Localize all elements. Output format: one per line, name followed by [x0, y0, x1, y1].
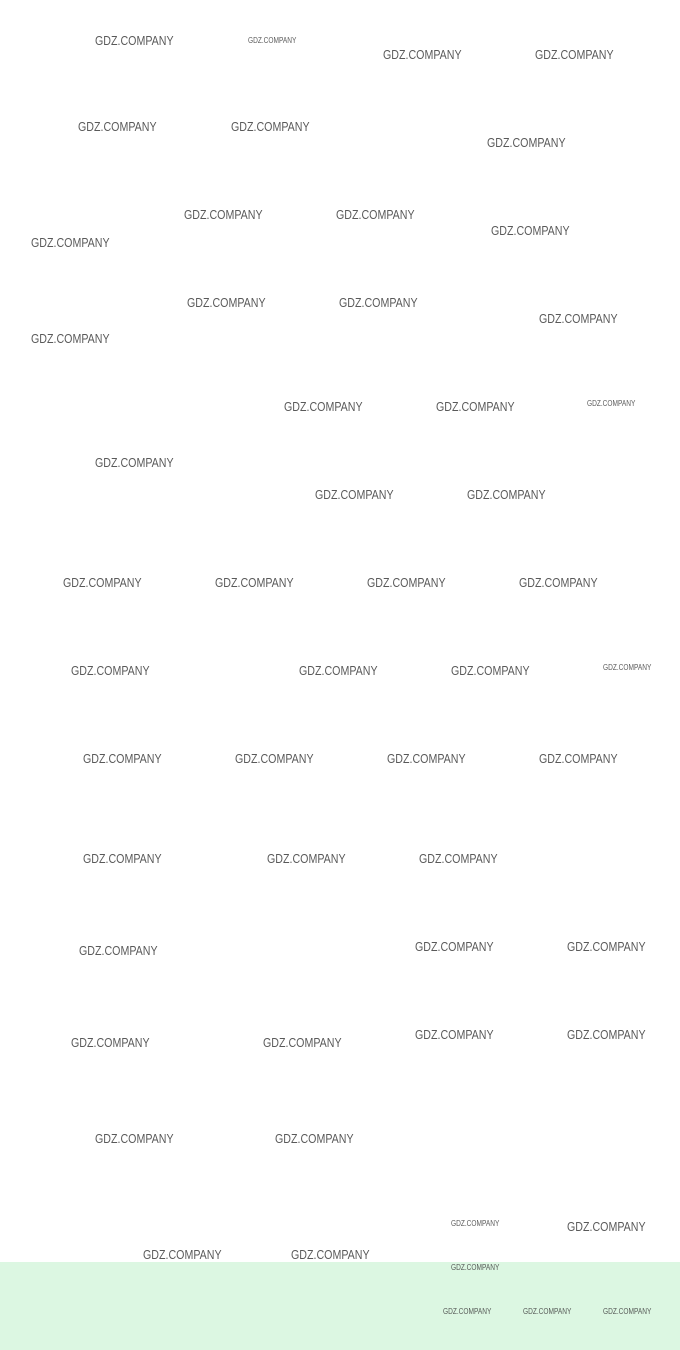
watermark: GDZ.COMPANY: [467, 487, 546, 502]
watermark: GDZ.COMPANY: [299, 663, 378, 678]
watermark: GDZ.COMPANY: [95, 1131, 174, 1146]
watermark: GDZ.COMPANY: [143, 1247, 222, 1262]
watermark: GDZ.COMPANY: [215, 575, 294, 590]
watermark: GDZ.COMPANY: [415, 939, 494, 954]
watermark: GDZ.COMPANY: [443, 1307, 492, 1316]
watermark: GDZ.COMPANY: [31, 235, 110, 250]
watermark: GDZ.COMPANY: [83, 751, 162, 766]
watermark: GDZ.COMPANY: [567, 1027, 646, 1042]
watermark: GDZ.COMPANY: [487, 135, 566, 150]
watermark: GDZ.COMPANY: [184, 207, 263, 222]
watermark: GDZ.COMPANY: [367, 575, 446, 590]
watermark: GDZ.COMPANY: [248, 36, 297, 45]
watermark: GDZ.COMPANY: [284, 399, 363, 414]
watermark: GDZ.COMPANY: [339, 295, 418, 310]
watermark: GDZ.COMPANY: [603, 663, 652, 672]
watermark: GDZ.COMPANY: [83, 851, 162, 866]
watermark: GDZ.COMPANY: [31, 331, 110, 346]
watermark: GDZ.COMPANY: [419, 851, 498, 866]
watermark: GDZ.COMPANY: [63, 575, 142, 590]
watermark: GDZ.COMPANY: [235, 751, 314, 766]
watermark: GDZ.COMPANY: [535, 47, 614, 62]
watermark: GDZ.COMPANY: [383, 47, 462, 62]
watermark: GDZ.COMPANY: [275, 1131, 354, 1146]
watermark: GDZ.COMPANY: [187, 295, 266, 310]
watermark: GDZ.COMPANY: [567, 1219, 646, 1234]
watermark: GDZ.COMPANY: [336, 207, 415, 222]
watermark: GDZ.COMPANY: [291, 1247, 370, 1262]
watermark: GDZ.COMPANY: [79, 943, 158, 958]
watermark: GDZ.COMPANY: [95, 455, 174, 470]
watermark: GDZ.COMPANY: [523, 1307, 572, 1316]
watermark: GDZ.COMPANY: [567, 939, 646, 954]
watermark: GDZ.COMPANY: [587, 399, 636, 408]
watermark: GDZ.COMPANY: [387, 751, 466, 766]
watermark: GDZ.COMPANY: [71, 663, 150, 678]
watermark: GDZ.COMPANY: [603, 1307, 652, 1316]
watermark: GDZ.COMPANY: [267, 851, 346, 866]
answer-block: [0, 1262, 680, 1350]
watermark: GDZ.COMPANY: [539, 751, 618, 766]
watermark: GDZ.COMPANY: [95, 33, 174, 48]
watermark: GDZ.COMPANY: [451, 663, 530, 678]
watermark: GDZ.COMPANY: [451, 1263, 500, 1272]
watermark: GDZ.COMPANY: [71, 1035, 150, 1050]
watermark: GDZ.COMPANY: [415, 1027, 494, 1042]
watermark: GDZ.COMPANY: [436, 399, 515, 414]
watermark: GDZ.COMPANY: [78, 119, 157, 134]
watermark: GDZ.COMPANY: [263, 1035, 342, 1050]
watermark: GDZ.COMPANY: [519, 575, 598, 590]
watermark: GDZ.COMPANY: [231, 119, 310, 134]
watermark: GDZ.COMPANY: [451, 1219, 500, 1228]
watermark: GDZ.COMPANY: [539, 311, 618, 326]
watermark: GDZ.COMPANY: [491, 223, 570, 238]
watermark: GDZ.COMPANY: [315, 487, 394, 502]
